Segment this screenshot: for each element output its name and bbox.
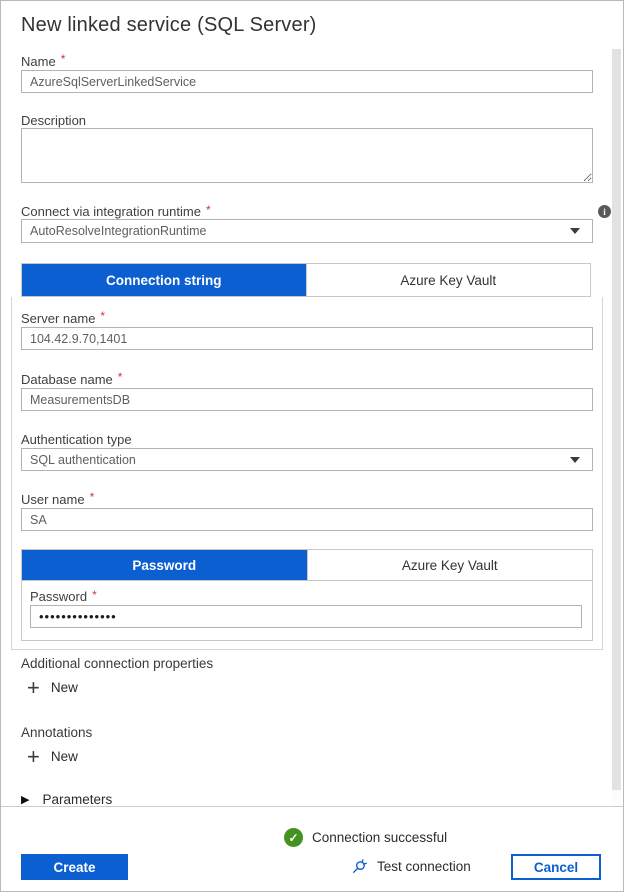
server-name-label: Server name *: [21, 309, 106, 326]
connection-status-text: Connection successful: [312, 830, 448, 845]
plus-icon: +: [27, 744, 40, 769]
scrollbar-thumb[interactable]: [612, 49, 621, 790]
integration-runtime-label-row: [21, 204, 611, 219]
required-asterisk: *: [92, 587, 97, 602]
name-label: Name *: [21, 52, 66, 69]
create-button[interactable]: Create: [21, 854, 128, 880]
new-button-label: New: [50, 749, 78, 764]
connection-status: [284, 828, 447, 847]
panel-header: [1, 1, 623, 48]
required-asterisk: *: [60, 52, 66, 66]
check-icon: ✓: [284, 828, 303, 847]
description-textarea[interactable]: [21, 128, 593, 183]
required-asterisk: *: [205, 202, 211, 217]
user-name-input[interactable]: [21, 508, 593, 531]
parameters-label: Parameters: [42, 792, 113, 806]
description-label: Description: [21, 112, 87, 128]
footer-bar: [1, 806, 624, 892]
tab-azure-key-vault[interactable]: Azure Key Vault: [307, 550, 593, 580]
authentication-type-value: SQL authentication: [30, 452, 136, 467]
parameters-expander[interactable]: [21, 791, 603, 806]
page-title: New linked service (SQL Server): [21, 14, 317, 36]
tab-azure-key-vault[interactable]: Azure Key Vault: [306, 264, 591, 296]
required-asterisk: *: [117, 370, 123, 384]
authentication-type-label: Authentication type: [21, 431, 132, 447]
add-connection-property-button[interactable]: [21, 675, 603, 700]
additional-connection-properties-label: Additional connection properties: [21, 656, 214, 671]
connection-string-group: [11, 297, 603, 650]
server-name-input[interactable]: [21, 327, 593, 350]
required-asterisk: *: [100, 309, 106, 323]
scrollbar-track[interactable]: [612, 49, 621, 806]
chevron-down-icon: [570, 228, 580, 234]
add-annotation-button[interactable]: [21, 744, 603, 769]
info-icon[interactable]: i: [598, 205, 611, 218]
integration-runtime-value: AutoResolveIntegrationRuntime: [30, 224, 207, 238]
form-body: [1, 48, 623, 806]
database-name-input[interactable]: [21, 388, 593, 411]
database-name-label: Database name *: [21, 370, 123, 387]
plug-icon: [351, 857, 369, 875]
name-input[interactable]: [21, 70, 593, 93]
integration-runtime-dropdown[interactable]: [21, 219, 593, 243]
required-asterisk: *: [89, 490, 95, 504]
plus-icon: +: [27, 675, 40, 700]
test-connection-label: Test connection: [377, 858, 471, 874]
password-label: Password *: [30, 587, 97, 604]
tab-connection-string[interactable]: Connection string: [22, 264, 306, 296]
tab-password[interactable]: Password: [22, 550, 307, 580]
annotations-label: Annotations: [21, 725, 93, 740]
password-tabstrip: [21, 549, 593, 581]
authentication-type-dropdown[interactable]: [21, 448, 593, 471]
user-name-label: User name *: [21, 490, 95, 507]
integration-runtime-label: Connect via integration runtime *: [21, 202, 211, 219]
triangle-right-icon: ▶: [21, 794, 30, 806]
connection-tabstrip: [21, 263, 591, 297]
cancel-button[interactable]: Cancel: [511, 854, 601, 880]
password-input[interactable]: [30, 605, 582, 628]
new-button-label: New: [50, 680, 78, 695]
password-group: [21, 581, 593, 641]
chevron-down-icon: [570, 457, 580, 463]
test-connection-button[interactable]: [351, 857, 471, 875]
